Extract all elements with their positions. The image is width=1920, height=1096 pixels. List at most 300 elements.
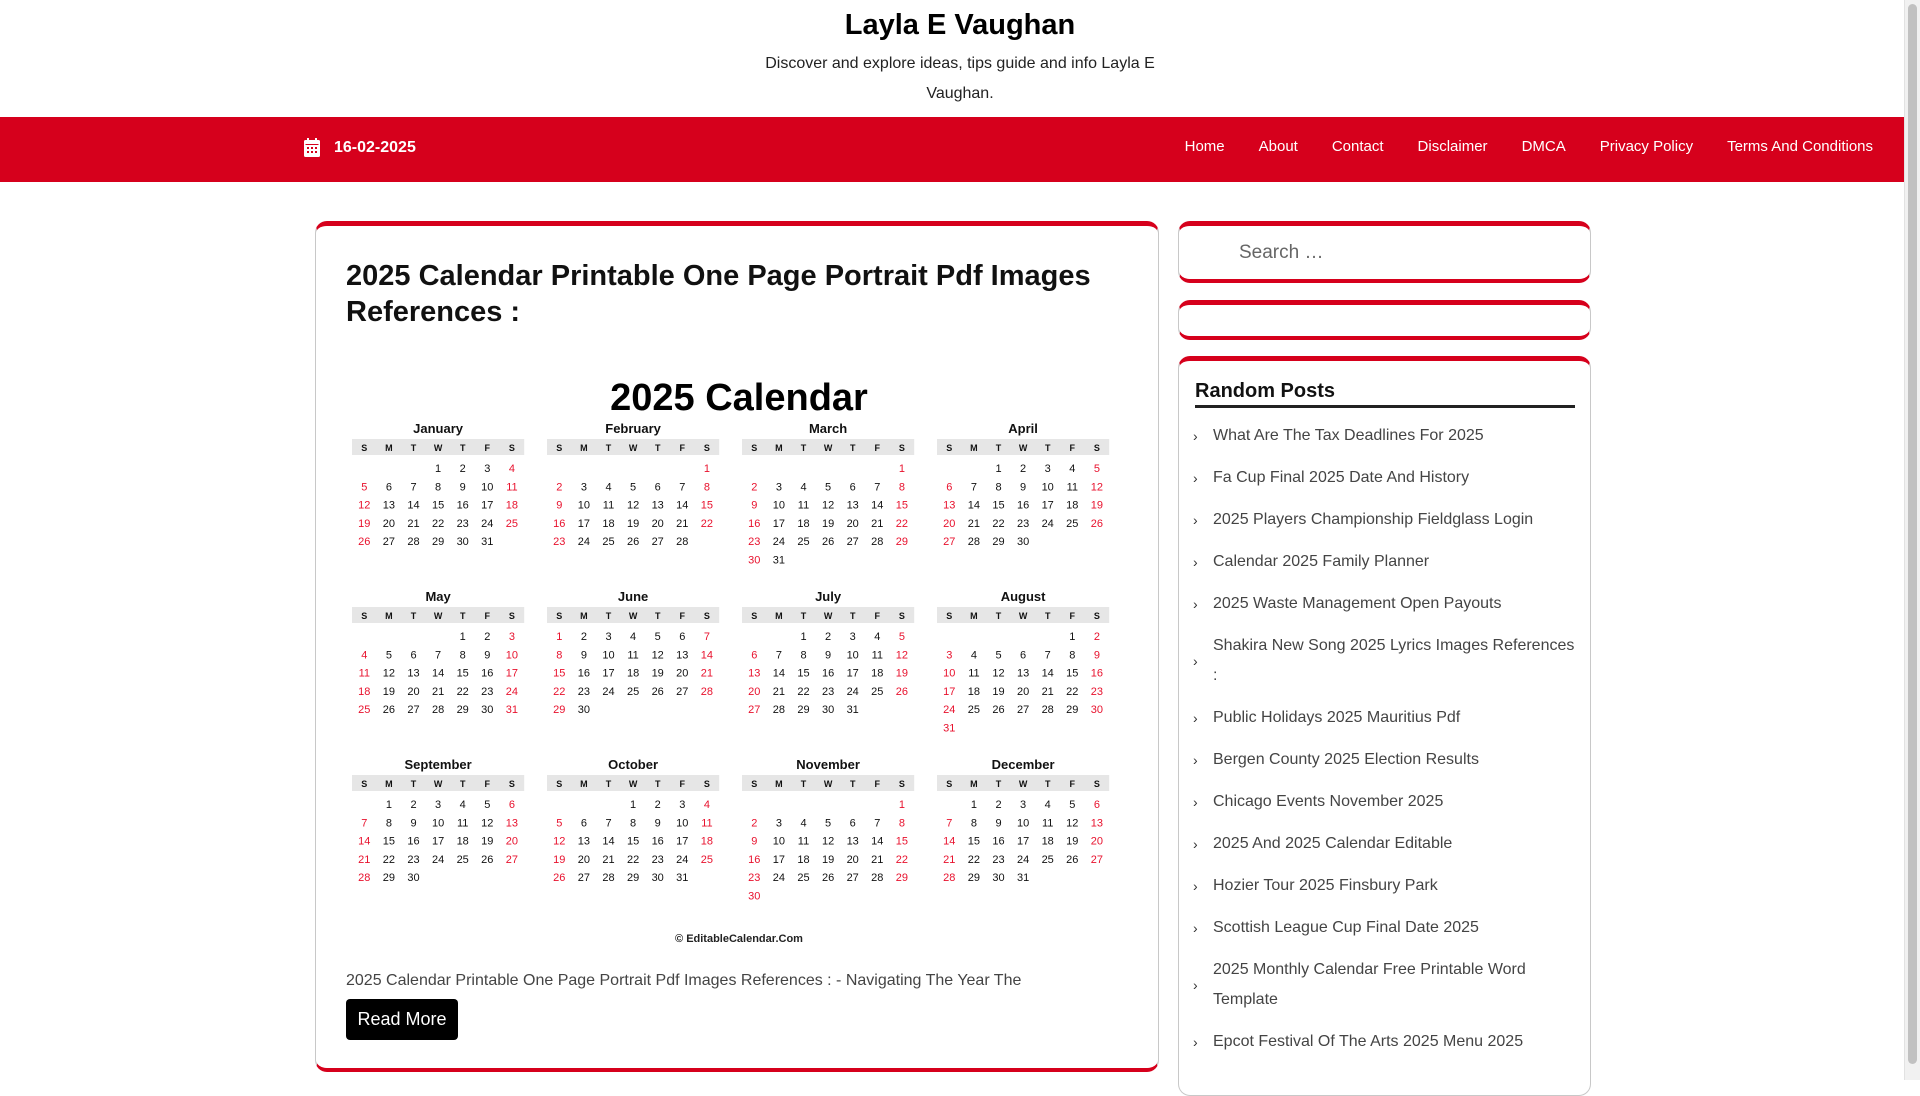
calendar-day: 19 (992, 685, 1005, 698)
random-post-item[interactable] (1193, 505, 1578, 535)
calendar-weekday-label: S (703, 443, 710, 453)
calendar-day: 5 (556, 817, 563, 830)
calendar-day: 24 (1041, 517, 1054, 530)
calendar-day: 21 (407, 517, 420, 530)
calendar-day: 16 (748, 853, 761, 866)
calendar-day: 24 (505, 685, 519, 698)
random-post-link[interactable]: 2025 Players Championship Fieldglass Login (1213, 511, 1534, 528)
calendar-day: 25 (797, 872, 810, 885)
nav-contact[interactable]: Contact (1331, 138, 1384, 155)
calendar-day: 9 (580, 649, 587, 662)
calendar-day: 28 (871, 536, 884, 549)
calendar-day: 4 (361, 649, 368, 662)
calendar-day: 12 (1090, 481, 1104, 494)
calendar-day: 19 (1066, 835, 1079, 848)
calendar-day: 11 (456, 817, 469, 830)
calendar-day: 1 (898, 463, 905, 475)
main-navbar (0, 117, 1904, 182)
calendar-day: 6 (849, 481, 856, 494)
site-header (0, 0, 1920, 117)
calendar-image-svg (346, 366, 1132, 948)
calendar-day: 2 (484, 631, 491, 643)
calendar-day: 8 (800, 649, 807, 662)
calendar-day: 23 (992, 853, 1005, 866)
calendar-day: 20 (846, 517, 859, 530)
scrollbar-thumb[interactable] (1908, 4, 1917, 1064)
calendar-day: 3 (1020, 799, 1027, 811)
calendar-weekday-label: S (556, 779, 563, 789)
calendar-day: 7 (1044, 649, 1051, 662)
calendar-day: 11 (968, 667, 980, 680)
random-post-link[interactable]: Calendar 2025 Family Planner (1213, 553, 1430, 570)
nav-menu (1168, 117, 1890, 182)
calendar-weekday-label: M (775, 611, 783, 621)
calendar-weekday-label: W (823, 443, 833, 453)
calendar-day: 11 (871, 649, 884, 662)
random-post-link[interactable]: 2025 Waste Management Open Payouts (1213, 595, 1502, 612)
calendar-weekday-label: F (484, 779, 491, 789)
calendar-day: 12 (992, 667, 1005, 680)
calendar-day: 1 (703, 463, 710, 475)
calendar-day: 14 (700, 649, 714, 662)
calendar-day: 2 (556, 481, 563, 494)
calendar-day: 5 (484, 799, 491, 811)
calendar-day: 6 (679, 631, 686, 643)
calendar-weekday-label: M (580, 611, 588, 621)
calendar-day: 9 (654, 817, 661, 830)
random-post-item[interactable] (1193, 955, 1578, 1015)
calendar-weekday-label: T (1044, 443, 1051, 453)
calendar-weekday-label: F (1069, 779, 1076, 789)
calendar-day: 31 (481, 536, 494, 549)
calendar-day: 3 (508, 631, 515, 643)
calendar-day: 20 (407, 685, 420, 698)
calendar-day: 25 (602, 536, 615, 549)
calendar-day: 25 (626, 685, 640, 698)
calendar-day: 13 (382, 499, 396, 512)
calendar-day: 17 (943, 685, 956, 698)
calendar-weekday-label: M (775, 779, 783, 789)
calendar-weekday-label: S (946, 779, 953, 789)
calendar-day: 4 (970, 649, 977, 662)
calendar-day: 4 (800, 481, 807, 494)
random-post-item[interactable] (1193, 745, 1578, 775)
calendar-day: 28 (700, 685, 714, 698)
calendar-day: 6 (751, 649, 758, 662)
calendar-day: 9 (410, 817, 417, 830)
calendar-day: 14 (967, 499, 981, 512)
random-post-link[interactable]: Scottish League Cup Final Date 2025 (1213, 919, 1479, 936)
random-post-item[interactable] (1193, 787, 1578, 817)
calendar-day: 11 (1066, 481, 1079, 494)
calendar-day: 21 (871, 853, 884, 866)
calendar-weekday-label: W (823, 611, 833, 621)
calendar-day: 29 (382, 872, 396, 885)
calendar-day: 27 (676, 685, 689, 698)
calendar-day: 12 (553, 835, 566, 848)
calendar-day: 14 (943, 835, 956, 848)
calendar-day: 28 (431, 704, 445, 717)
calendar-day: 8 (898, 817, 905, 830)
calendar-weekday-label: S (703, 779, 710, 789)
calendar-weekday-label: W (628, 443, 638, 453)
calendar-day: 25 (1041, 853, 1054, 866)
calendar-day: 19 (895, 667, 909, 680)
calendar-weekday-label: S (1093, 611, 1100, 621)
calendar-weekday-label: F (1069, 611, 1076, 621)
calendar-day: 24 (846, 685, 859, 698)
calendar-day: 13 (846, 499, 859, 512)
calendar-day: 20 (651, 517, 664, 530)
random-post-item[interactable] (1193, 547, 1578, 577)
calendar-day: 8 (630, 817, 637, 830)
calendar-weekday-label: S (556, 611, 563, 621)
calendar-day: 20 (382, 517, 396, 530)
nav-disclaimer[interactable]: Disclaimer (1417, 138, 1488, 155)
calendar-day: 21 (943, 853, 956, 866)
calendar-day: 21 (967, 517, 981, 530)
calendar-day: 16 (651, 835, 664, 848)
calendar-weekday-label: F (874, 443, 881, 453)
calendar-month-name: July (815, 589, 842, 604)
calendar-day: 12 (895, 649, 909, 662)
calendar-day: 16 (407, 835, 420, 848)
random-post-item[interactable] (1193, 829, 1578, 859)
calendar-weekday-label: T (459, 779, 466, 789)
random-post-link[interactable]: What Are The Tax Deadlines For 2025 (1213, 427, 1484, 444)
random-post-link[interactable]: Chicago Events November 2025 (1213, 793, 1444, 810)
calendar-day: 31 (772, 554, 786, 567)
calendar-day: 7 (410, 481, 417, 494)
calendar-day: 16 (1016, 499, 1030, 512)
calendar-day: 14 (676, 499, 689, 512)
calendar-day: 13 (651, 499, 664, 512)
calendar-day: 17 (1016, 835, 1030, 848)
calendar-day: 8 (435, 481, 442, 494)
calendar-weekday-label: W (628, 611, 638, 621)
calendar-day: 29 (431, 536, 445, 549)
empty-widget (1178, 300, 1591, 340)
calendar-day: 13 (943, 499, 956, 512)
calendar-weekday-label: S (361, 779, 368, 789)
calendar-weekday-label: M (970, 443, 978, 453)
calendar-day: 22 (431, 517, 445, 530)
site-description: Discover and explore ideas, tips guide and info Layla E Vaughan. (765, 55, 1155, 102)
calendar-day: 15 (553, 667, 566, 680)
calendar-weekday-label: S (1093, 443, 1100, 453)
calendar-day: 18 (797, 517, 810, 530)
random-post-link[interactable]: 2025 Monthly Calendar Free Printable Word Template (1213, 961, 1526, 1008)
calendar-day: 1 (800, 631, 807, 643)
site-title[interactable]: Layla E Vaughan (844, 9, 1076, 41)
calendar-day: 18 (358, 685, 371, 698)
calendar-day: 8 (556, 649, 563, 662)
calendar-weekday-label: M (970, 611, 978, 621)
random-post-item[interactable] (1193, 631, 1578, 691)
calendar-day: 18 (626, 667, 640, 680)
calendar-day: 1 (970, 799, 977, 811)
calendar-day: 22 (895, 517, 909, 530)
calendar-day: 4 (508, 463, 515, 475)
calendar-day: 17 (431, 835, 445, 848)
calendar-weekday-label: T (849, 779, 856, 789)
calendar-day: 3 (775, 817, 782, 830)
chevron-right-icon: › (1193, 710, 1198, 726)
chevron-right-icon: › (1193, 596, 1198, 612)
calendar-weekday-label: M (580, 779, 588, 789)
calendar-day: 22 (967, 853, 981, 866)
calendar-weekday-label: T (800, 611, 807, 621)
calendar-day: 5 (995, 649, 1002, 662)
calendar-day: 9 (556, 499, 563, 512)
nav-home[interactable]: Home (1184, 138, 1225, 155)
random-post-link[interactable]: Hozier Tour 2025 Finsbury Park (1213, 877, 1438, 894)
chevron-right-icon: › (1193, 752, 1198, 768)
calendar-day: 30 (1090, 704, 1104, 717)
random-post-link[interactable]: Fa Cup Final 2025 Date And History (1213, 469, 1470, 486)
page-scrollbar[interactable] (1904, 0, 1920, 1080)
calendar-day: 13 (1016, 667, 1030, 680)
calendar-day: 15 (431, 499, 445, 512)
chevron-right-icon: › (1193, 653, 1198, 669)
calendar-day: 3 (580, 481, 587, 494)
calendar-day: 21 (772, 685, 786, 698)
calendar-day: 13 (1090, 817, 1104, 830)
calendar-day: 5 (825, 817, 832, 830)
calendar-weekday-label: F (484, 611, 491, 621)
calendar-weekday-label: F (679, 611, 686, 621)
calendar-image[interactable] (346, 366, 1132, 948)
calendar-day: 25 (1066, 517, 1079, 530)
calendar-day: 16 (748, 517, 761, 530)
article-title[interactable]: 2025 Calendar Printable One Page Portrait Pdf Images References : (346, 260, 1091, 328)
calendar-day: 10 (431, 817, 445, 830)
calendar-day: 2 (580, 631, 587, 643)
calendar-weekday-label: T (654, 779, 661, 789)
calendar-day: 4 (874, 631, 881, 643)
calendar-day: 23 (821, 685, 835, 698)
calendar-day: 23 (577, 685, 591, 698)
calendar-day: 27 (382, 536, 396, 549)
calendar-day: 15 (895, 499, 909, 512)
calendar-day: 19 (651, 667, 664, 680)
calendar-day: 19 (821, 853, 835, 866)
article-card (315, 221, 1159, 1072)
calendar-weekday-label: T (995, 779, 1002, 789)
calendar-weekday-label: M (385, 779, 393, 789)
calendar-day: 30 (577, 704, 591, 717)
calendar-day: 26 (821, 536, 835, 549)
calendar-day: 7 (874, 481, 881, 494)
random-post-item[interactable] (1193, 589, 1578, 619)
calendar-day: 19 (626, 517, 640, 530)
nav-dmca[interactable]: DMCA (1521, 138, 1566, 155)
calendar-day: 26 (651, 685, 664, 698)
calendar-day: 9 (995, 817, 1002, 830)
calendar-day: 27 (1016, 704, 1030, 717)
calendar-day: 15 (700, 499, 714, 512)
calendar-day: 28 (967, 536, 981, 549)
calendar-day: 16 (992, 835, 1005, 848)
calendar-day: 5 (1069, 799, 1076, 811)
calendar-day: 3 (605, 631, 612, 643)
calendar-weekday-label: S (703, 611, 710, 621)
search-input[interactable] (1239, 238, 1569, 268)
calendar-day: 17 (772, 853, 786, 866)
random-post-item[interactable] (1193, 871, 1578, 901)
calendar-day: 7 (361, 817, 368, 830)
calendar-weekday-label: S (361, 611, 368, 621)
calendar-day: 16 (577, 667, 591, 680)
calendar-day: 6 (654, 481, 661, 494)
calendar-day: 30 (748, 890, 761, 903)
calendar-day: 28 (1041, 704, 1054, 717)
calendar-day: 18 (967, 685, 981, 698)
calendar-day: 1 (995, 463, 1002, 475)
calendar-day: 21 (700, 667, 714, 680)
header-date-text: 16-02-2025 (334, 138, 416, 156)
calendar-day: 29 (1066, 704, 1079, 717)
chevron-right-icon: › (1193, 554, 1198, 570)
calendar-day: 14 (1041, 667, 1054, 680)
calendar-weekday-label: F (874, 611, 881, 621)
calendar-day: 25 (456, 853, 469, 866)
calendar-day: 29 (797, 704, 810, 717)
random-post-link[interactable]: 2025 And 2025 Calendar Editable (1213, 835, 1453, 852)
calendar-month-name: June (617, 589, 649, 604)
calendar-day: 5 (361, 481, 368, 494)
article-excerpt: 2025 Calendar Printable One Page Portrait Pdf Images References : - Navigating The Year The (346, 972, 1022, 989)
calendar-day: 24 (676, 853, 689, 866)
calendar-day: 7 (874, 817, 881, 830)
calendar-day: 2 (751, 817, 758, 830)
calendar-image-credit: © EditableCalendar.Com (675, 933, 803, 945)
calendar-weekday-label: F (874, 779, 881, 789)
calendar-day: 28 (871, 872, 884, 885)
calendar-day: 19 (821, 517, 835, 530)
calendar-day: 6 (410, 649, 417, 662)
random-post-link[interactable]: Epcot Festival Of The Arts 2025 Menu 2025 (1213, 1033, 1524, 1050)
calendar-day: 10 (676, 817, 689, 830)
calendar-day: 24 (431, 853, 445, 866)
calendar-day: 30 (407, 872, 420, 885)
calendar-day: 27 (846, 536, 859, 549)
nav-about[interactable]: About (1258, 138, 1298, 155)
calendar-day: 9 (825, 649, 832, 662)
calendar-day: 2 (995, 799, 1002, 811)
calendar-day: 1 (556, 631, 563, 643)
calendar-day: 10 (481, 481, 494, 494)
calendar-weekday-label: S (508, 611, 515, 621)
calendar-day: 23 (1090, 685, 1104, 698)
random-post-link[interactable]: Shakira New Song 2025 Lyrics Images References : (1213, 637, 1575, 684)
calendar-day: 11 (358, 667, 371, 680)
calendar-day: 17 (481, 499, 494, 512)
calendar-weekday-label: T (605, 443, 612, 453)
calendar-day: 26 (481, 853, 494, 866)
calendar-weekday-label: W (1018, 443, 1028, 453)
calendar-weekday-label: T (654, 443, 661, 453)
calendar-day: 18 (700, 835, 714, 848)
calendar-day: 20 (943, 517, 956, 530)
calendar-day: 8 (1069, 649, 1076, 662)
calendar-day: 24 (602, 685, 615, 698)
calendar-day: 18 (1066, 499, 1079, 512)
calendar-day: 29 (967, 872, 981, 885)
random-posts-title: Random Posts (1195, 380, 1575, 408)
calendar-day: 22 (797, 685, 810, 698)
calendar-day: 27 (748, 704, 761, 717)
calendar-weekday-label: F (484, 443, 491, 453)
calendar-weekday-label: S (556, 443, 563, 453)
calendar-day: 4 (800, 817, 807, 830)
calendar-day: 11 (797, 835, 810, 848)
random-post-item[interactable] (1193, 463, 1578, 493)
header-date (304, 138, 416, 157)
calendar-day: 17 (1041, 499, 1054, 512)
random-post-link[interactable]: Bergen County 2025 Election Results (1213, 751, 1479, 768)
chevron-right-icon: › (1193, 428, 1198, 444)
random-post-item[interactable] (1193, 1027, 1578, 1057)
calendar-month-name: March (808, 421, 848, 436)
calendar-day: 3 (775, 481, 782, 494)
calendar-day: 1 (630, 799, 637, 811)
calendar-day: 20 (577, 853, 591, 866)
calendar-weekday-label: M (580, 443, 588, 453)
calendar-day: 19 (553, 853, 566, 866)
calendar-day: 28 (772, 704, 786, 717)
calendar-day: 9 (484, 649, 491, 662)
calendar-day: 10 (772, 499, 786, 512)
calendar-day: 8 (970, 817, 977, 830)
calendar-day: 29 (895, 872, 909, 885)
calendar-day: 9 (751, 835, 758, 848)
calendar-day: 18 (797, 853, 810, 866)
calendar-day: 24 (772, 536, 786, 549)
calendar-day: 13 (577, 835, 591, 848)
calendar-day: 19 (358, 517, 371, 530)
calendar-day: 26 (992, 704, 1005, 717)
calendar-day: 2 (751, 481, 758, 494)
calendar-day: 22 (553, 685, 566, 698)
nav-terms[interactable]: Terms And Conditions (1727, 138, 1873, 155)
calendar-day: 29 (553, 704, 566, 717)
random-post-item[interactable] (1193, 913, 1578, 943)
chevron-right-icon: › (1193, 836, 1198, 852)
read-more-button[interactable]: Read More (346, 999, 458, 1040)
calendar-weekday-label: T (605, 779, 612, 789)
random-post-link[interactable]: Public Holidays 2025 Mauritius Pdf (1213, 709, 1461, 726)
calendar-day: 5 (1093, 463, 1100, 475)
random-post-item[interactable] (1193, 421, 1578, 451)
calendar-day: 30 (651, 872, 664, 885)
calendar-day: 5 (630, 481, 637, 494)
chevron-right-icon: › (1193, 977, 1198, 993)
calendar-day: 26 (1066, 853, 1079, 866)
calendar-day: 24 (772, 872, 786, 885)
calendar-day: 10 (1016, 817, 1030, 830)
calendar-day: 25 (967, 704, 981, 717)
random-post-item[interactable] (1193, 703, 1578, 733)
calendar-day: 27 (943, 536, 956, 549)
calendar-day: 30 (456, 536, 469, 549)
calendar-day: 7 (605, 817, 612, 830)
calendar-day: 15 (895, 835, 909, 848)
nav-privacy-policy[interactable]: Privacy Policy (1599, 138, 1694, 155)
calendar-day: 9 (459, 481, 466, 494)
calendar-day: 25 (358, 704, 371, 717)
calendar-weekday-label: T (605, 611, 612, 621)
